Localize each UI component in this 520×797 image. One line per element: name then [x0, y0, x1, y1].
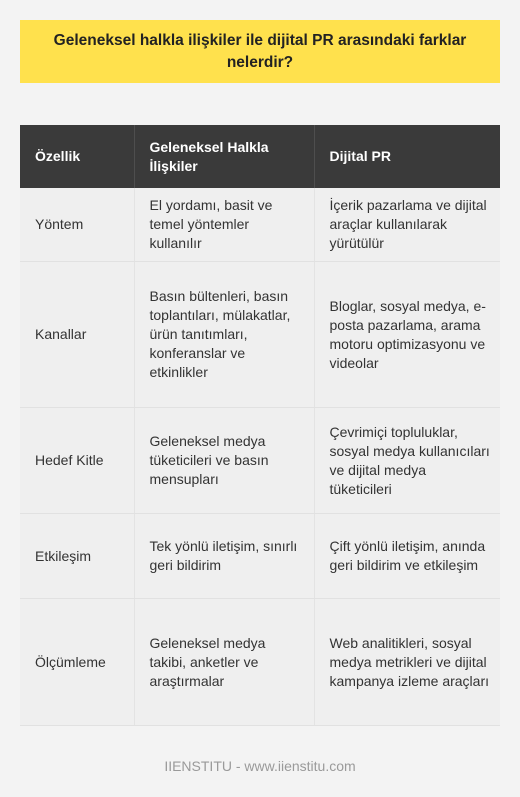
digital-pr-cell: Çevrimiçi topluluklar, sosyal medya kullanıcıları ve dijital medya tüketicileri	[314, 408, 500, 514]
footer-credit: IIENSTITU - www.iienstitu.com	[164, 758, 356, 774]
traditional-pr-cell: Basın bültenleri, basın toplantıları, mülakatlar, ürün tanıtımları, konferanslar ve etkinlikler	[134, 262, 314, 408]
traditional-pr-cell: Geleneksel medya takibi, anketler ve araştırmalar	[134, 599, 314, 726]
table-row	[20, 514, 500, 599]
table-row	[20, 599, 500, 726]
table-header-row	[20, 125, 500, 188]
feature-cell: Ölçümleme	[20, 599, 134, 726]
digital-pr-cell: Web analitikleri, sosyal medya metrikleri ve dijital kampanya izleme araçları	[314, 599, 500, 726]
feature-cell: Etkileşim	[20, 514, 134, 599]
digital-pr-cell: Bloglar, sosyal medya, e-posta pazarlama, arama motoru optimizasyonu ve videolar	[314, 262, 500, 408]
traditional-pr-cell: Tek yönlü iletişim, sınırlı geri bildirim	[134, 514, 314, 599]
comparison-table	[20, 125, 500, 726]
feature-cell: Kanallar	[20, 262, 134, 408]
feature-cell: Yöntem	[20, 188, 134, 262]
table-row	[20, 188, 500, 262]
column-header-digital-pr: Dijital PR	[314, 125, 500, 188]
table-row	[20, 408, 500, 514]
table-row	[20, 262, 500, 408]
traditional-pr-cell: El yordamı, basit ve temel yöntemler kullanılır	[134, 188, 314, 262]
column-header-traditional-pr: Geleneksel Halkla İlişkiler	[134, 125, 314, 188]
feature-cell: Hedef Kitle	[20, 408, 134, 514]
title-banner	[20, 20, 500, 83]
digital-pr-cell: İçerik pazarlama ve dijital araçlar kullanılarak yürütülür	[314, 188, 500, 262]
column-header-feature: Özellik	[20, 125, 134, 188]
traditional-pr-cell: Geleneksel medya tüketicileri ve basın mensupları	[134, 408, 314, 514]
page-title: Geleneksel halkla ilişkiler ile dijital PR arasındaki farklar nelerdir?	[53, 31, 467, 71]
digital-pr-cell: Çift yönlü iletişim, anında geri bildirim ve etkileşim	[314, 514, 500, 599]
